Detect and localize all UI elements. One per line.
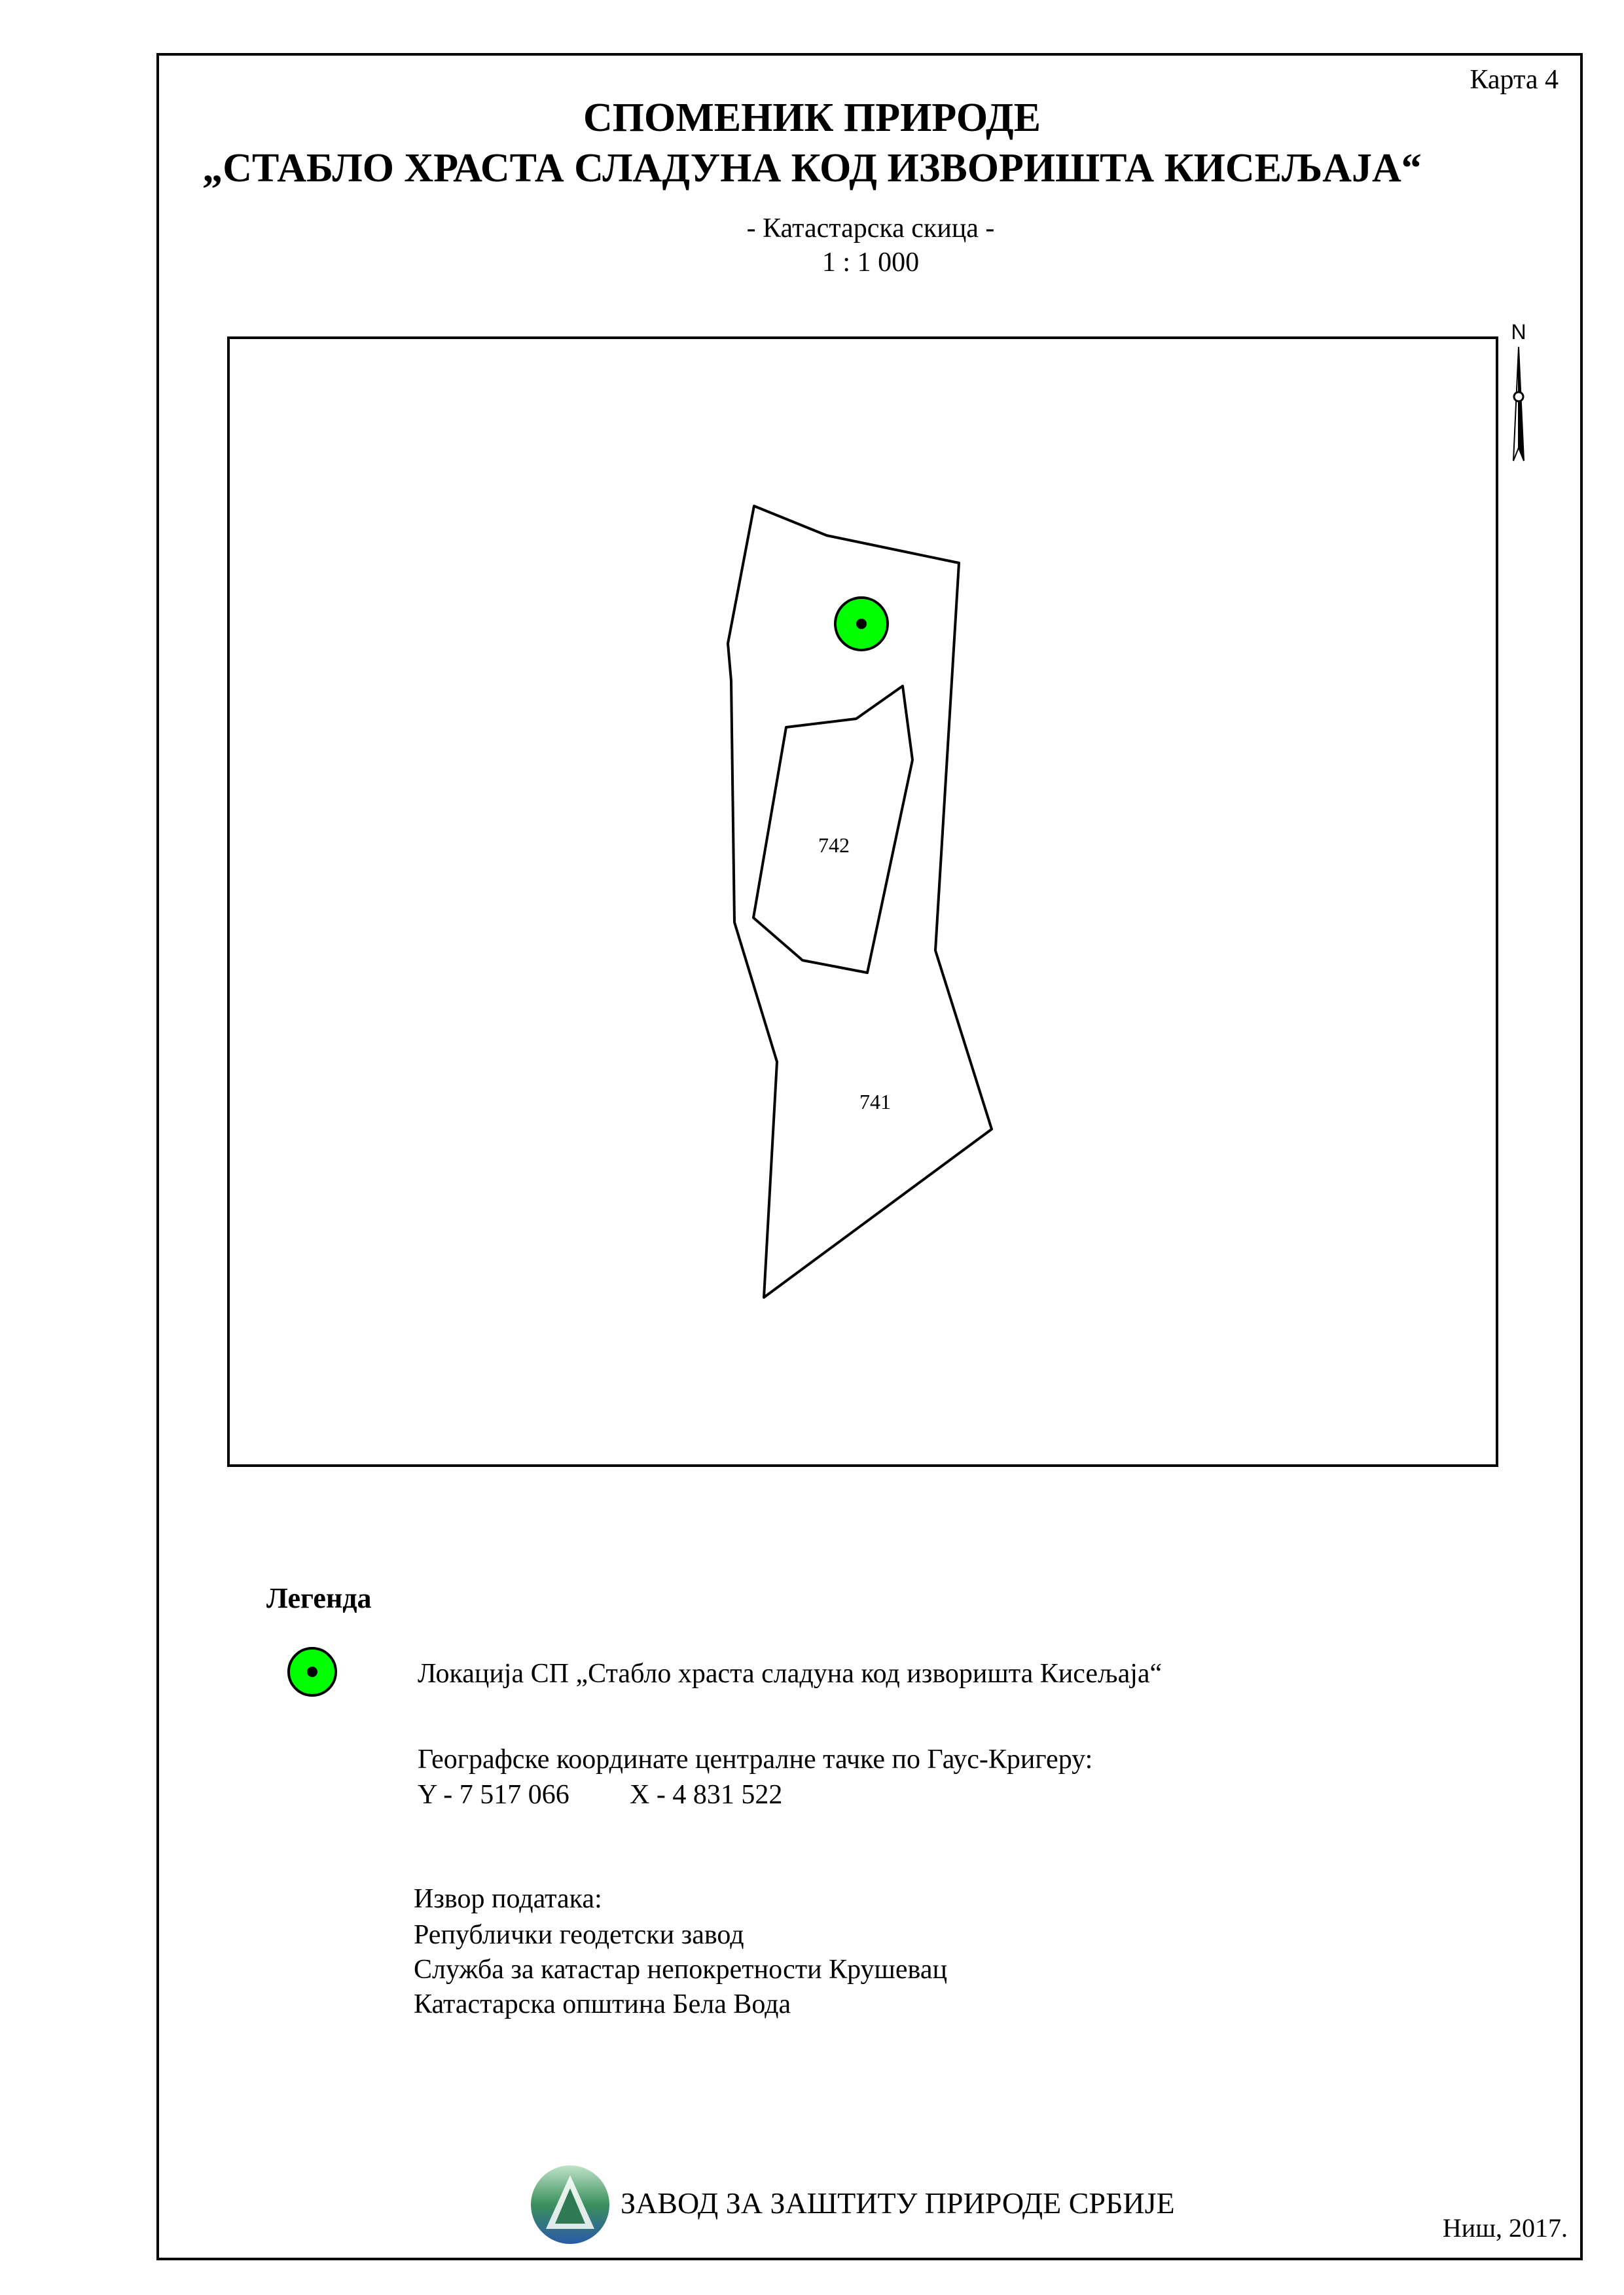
scale: 1 : 1 000	[821, 247, 920, 278]
parcel-742-outline	[753, 686, 912, 973]
data-source-line: Катастарска општина Бела Вода	[414, 1989, 791, 2019]
coordinate-y: Y - 7 517 066	[418, 1780, 569, 1810]
north-arrow-right	[1519, 347, 1524, 461]
map-number: Карта 4	[1470, 65, 1559, 95]
data-source-heading: Извор података:	[414, 1884, 602, 1914]
parcel-742-label: 742	[818, 833, 850, 857]
place-year: Ниш, 2017.	[1442, 2213, 1568, 2243]
institute-name: ЗАВОД ЗА ЗАШТИТУ ПРИРОДЕ СРБИЈЕ	[621, 2186, 1175, 2220]
north-arrow-icon	[1506, 319, 1532, 463]
north-label: N	[1511, 320, 1526, 344]
north-arrow-left	[1513, 347, 1519, 461]
location-marker-dot	[856, 619, 867, 629]
coordinates-heading: Географске координате централне тачке по Гаус-Кригеру:	[418, 1744, 1093, 1775]
legend-location-label: Локација СП „Стабло храста сладуна код изворишта Кисељаја“	[418, 1659, 1163, 1689]
legend-location-symbol	[285, 1644, 340, 1699]
parcel-741-label: 741	[859, 1090, 891, 1113]
coordinate-x: X - 4 831 522	[630, 1780, 783, 1810]
legend-title: Легенда	[266, 1582, 372, 1614]
location-marker	[835, 598, 888, 650]
subtitle: - Катастарска скица -	[746, 213, 995, 244]
data-source-line: Служба за катастар непокретности Крушевац	[414, 1955, 947, 1985]
north-arrow-hub	[1514, 392, 1523, 401]
legend-symbol-dot	[307, 1667, 317, 1677]
title-line-2: „СТАБЛО ХРАСТА СЛАДУНА КОД ИЗВОРИШТА КИСЕЉАЈА“	[202, 146, 1422, 190]
data-source-line: Републички геодетски завод	[414, 1920, 744, 1950]
institute-logo-icon	[529, 2163, 611, 2246]
title-line-1: СПОМЕНИК ПРИРОДЕ	[583, 96, 1041, 140]
